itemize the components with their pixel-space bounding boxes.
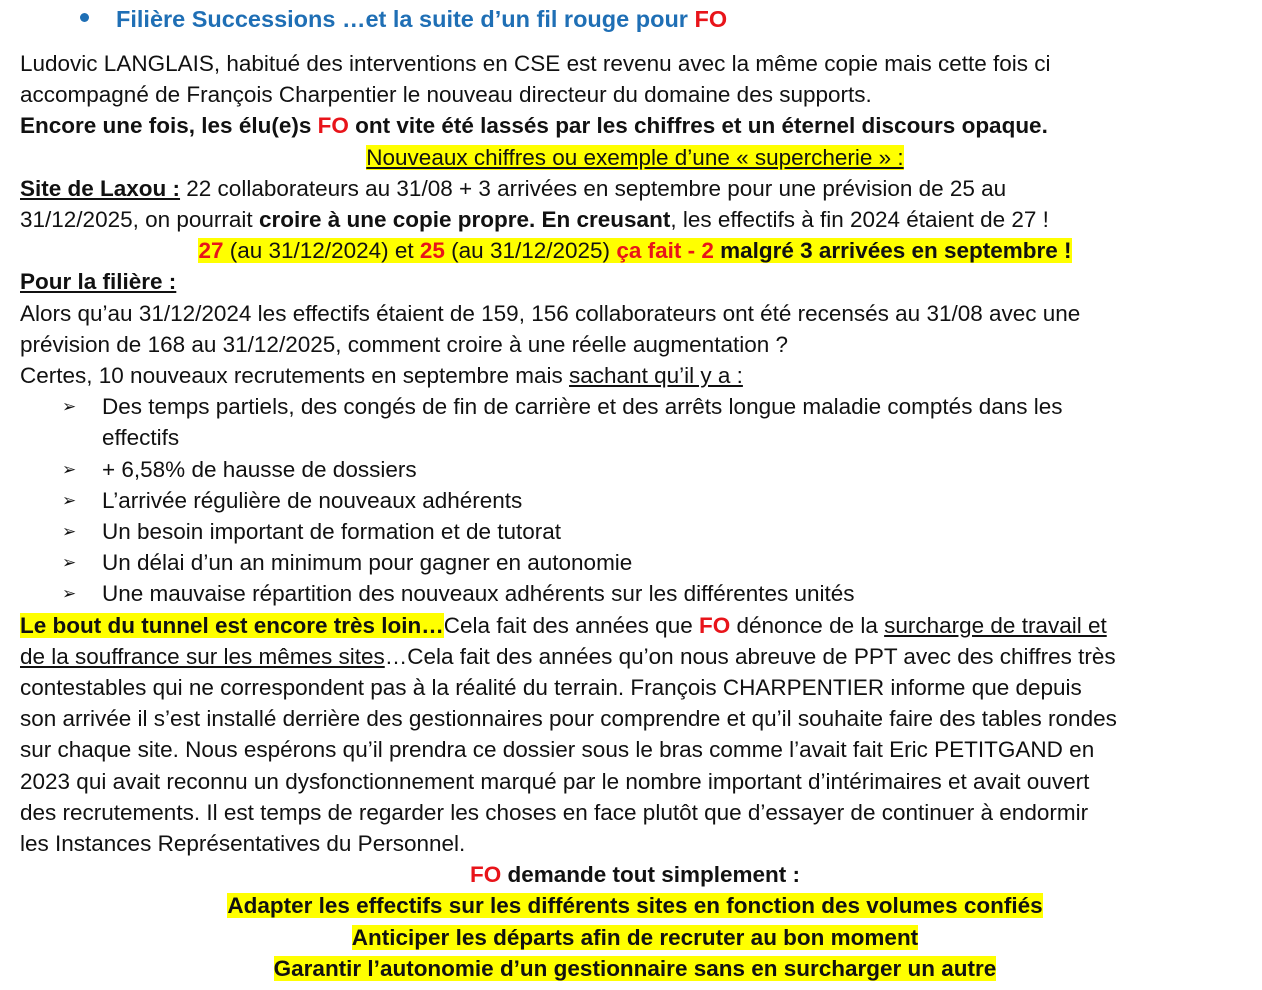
intro-bold-fo: FO xyxy=(317,113,349,139)
intro-bold-b: ont vite été lassés par les chiffres et un éternel discours opaque. xyxy=(348,113,1048,139)
filiere-line-2: prévision de 168 au 31/12/2025, comment croire à une réelle augmentation ? xyxy=(20,331,788,357)
tunnel-line-2 xyxy=(20,641,1250,672)
list-item xyxy=(62,454,1250,485)
filiere-label: Pour la filière : xyxy=(20,269,177,295)
heading-fo: FO xyxy=(694,6,728,32)
tunnel-u2: de la souffrance sur les mêmes sites xyxy=(20,643,385,669)
laxou-line-2 xyxy=(20,204,1250,235)
subtitle-line xyxy=(20,142,1250,173)
summary-delta: ça fait - 2 xyxy=(616,238,714,264)
demands-title xyxy=(20,859,1250,890)
summary-t1: (au 31/12/2024) et xyxy=(223,238,420,264)
demand-item: Anticiper les départs afin de recruter au bon moment xyxy=(351,924,919,950)
arrow-right-icon: ➢ xyxy=(62,553,77,573)
list-item xyxy=(62,578,1250,609)
filiere-line-3 xyxy=(20,360,1250,391)
filiere-line-1: Alors qu’au 31/12/2024 les effectifs étaient de 159, 156 collaborateurs ont été recensés au 31/08 avec une xyxy=(20,300,1081,326)
list-item xyxy=(62,391,1250,453)
arrow-right-icon: ➢ xyxy=(62,522,77,542)
bullet-text: + 6,58% de hausse de dossiers xyxy=(102,456,417,482)
tunnel-line: les Instances Représentatives du Personnel. xyxy=(20,831,466,857)
laxou-label: Site de Laxou : xyxy=(20,175,181,201)
demand-item: Garantir l’autonomie d’un gestionnaire sans en surcharger un autre xyxy=(273,955,997,981)
demand-item: Adapter les effectifs sur les différents sites en fonction des volumes confiés xyxy=(227,893,1043,919)
summary-n2: 25 xyxy=(419,238,445,264)
section-heading xyxy=(80,2,1250,36)
filiere-line-3a: Certes, 10 nouveaux recrutements en septembre mais xyxy=(20,363,570,389)
summary-t2: (au 31/12/2025) xyxy=(444,238,617,264)
bullet-text: Un délai d’un an minimum pour gagner en autonomie xyxy=(102,550,633,576)
tunnel-highlight: Le bout du tunnel est encore très loin… xyxy=(20,612,444,638)
list-item xyxy=(62,485,1250,516)
heading-text: Filière Successions …et la suite d’un fil rouge pour xyxy=(116,6,695,32)
bullet-text: Un besoin important de formation et de tutorat xyxy=(102,519,562,545)
bullet-dot-icon xyxy=(80,13,89,22)
demand-item-line xyxy=(20,953,1250,984)
arrow-right-icon: ➢ xyxy=(62,584,77,604)
laxou-text-2c: , les effectifs à fin 2024 étaient de 27 ! xyxy=(670,207,1049,233)
filiere-label-line xyxy=(20,266,1250,297)
bullet-text: Des temps partiels, des congés de fin de carrière et des arrêts longue maladie comptés dans les xyxy=(102,394,1063,420)
intro-bold-a: Encore une fois, les élu(e)s xyxy=(20,113,318,139)
tunnel-line: des recrutements. Il est temps de regarder les choses en face plutôt que d’essayer de continuer à endormir xyxy=(20,799,1089,825)
demand-item-line xyxy=(20,890,1250,921)
intro-bold-line xyxy=(20,110,1250,141)
arrow-right-icon: ➢ xyxy=(62,459,77,479)
subtitle: Nouveaux chiffres ou exemple d’une « supercherie » : xyxy=(366,144,904,170)
bullet-text: Une mauvaise répartition des nouveaux adhérents sur les différentes unités xyxy=(102,581,855,607)
tunnel-line: contestables qui ne correspondent pas à la réalité du terrain. François CHARPENTIER informe que depuis xyxy=(20,675,1082,701)
laxou-text-2a: 31/12/2025, on pourrait xyxy=(20,207,259,233)
list-item xyxy=(62,547,1250,578)
intro-line-1: Ludovic LANGLAIS, habitué des interventions en CSE est revenu avec la même copie mais cette fois ci xyxy=(20,51,1051,76)
filiere-line-3b: sachant qu’il y a : xyxy=(569,363,743,389)
laxou-line-1 xyxy=(20,173,1250,204)
bullet-text-cont: effectifs xyxy=(102,425,180,451)
arrow-right-icon: ➢ xyxy=(62,397,77,417)
tunnel-t3: …Cela fait des années qu’on nous abreuve de PPT avec des chiffres très xyxy=(384,643,1116,669)
tunnel-t2: dénonce de la xyxy=(730,612,885,638)
tunnel-line: sur chaque site. Nous espérons qu’il prendra ce dossier sous le bras comme l’avait fait Eric PETITGAND en xyxy=(20,737,1095,763)
tunnel-line: 2023 qui avait reconnu un dysfonctionnement marqué par le nombre important d’intérimaires et avait ouvert xyxy=(20,768,1090,794)
laxou-summary xyxy=(198,238,1071,263)
filiere-bullet-list xyxy=(20,391,1250,609)
tunnel-t1: Cela fait des années que xyxy=(443,612,699,638)
tunnel-line-1 xyxy=(20,610,1250,641)
list-item xyxy=(62,516,1250,547)
tunnel-fo: FO xyxy=(698,612,731,638)
demands-title-text: demande tout simplement : xyxy=(501,862,801,888)
summary-n1: 27 xyxy=(198,238,224,264)
laxou-text-2b: croire à une copie propre. En creusant xyxy=(258,207,671,233)
intro-line-2: accompagné de François Charpentier le nouveau directeur du domaine des supports. xyxy=(20,82,872,108)
tunnel-line: son arrivée il s’est installé derrière des gestionnaires pour comprendre et qu’il souhaite faire des tables rondes xyxy=(20,706,1117,732)
demands-fo: FO xyxy=(469,862,502,888)
laxou-summary-line xyxy=(20,235,1250,266)
demand-item-line xyxy=(20,922,1250,953)
arrow-right-icon: ➢ xyxy=(62,490,77,510)
tunnel-u1: surcharge de travail et xyxy=(884,612,1107,638)
laxou-text-1: 22 collaborateurs au 31/08 + 3 arrivées en septembre pour une prévision de 25 au xyxy=(180,175,1007,201)
bullet-text: L’arrivée régulière de nouveaux adhérents xyxy=(102,487,523,513)
summary-t3: malgré 3 arrivées en septembre ! xyxy=(713,238,1072,264)
